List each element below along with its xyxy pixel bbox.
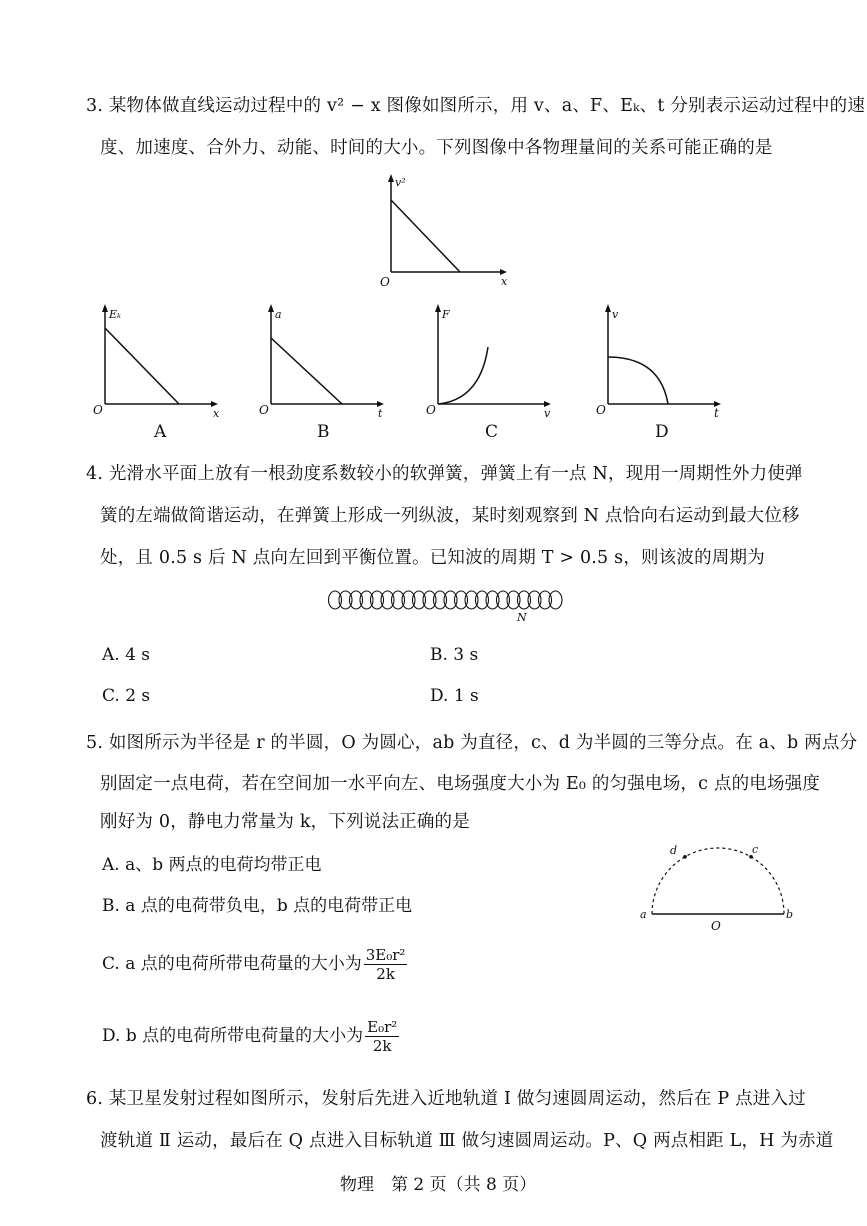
a-t-line: [271, 338, 342, 404]
graph-d: [596, 302, 735, 422]
graph-d-caption: D: [655, 422, 669, 442]
graph-b-caption: B: [317, 422, 330, 442]
label-c: c: [752, 843, 759, 856]
graph-a-y-label: Eₖ: [109, 308, 122, 321]
spring-point-n-label: N: [517, 611, 527, 624]
q4-option-b[interactable]: B. 3 s: [430, 645, 479, 665]
v2-x-line: [391, 200, 460, 272]
graph-a-caption: A: [154, 422, 167, 442]
graph-d-x-label: t: [714, 406, 719, 420]
graph-c-x-label: v: [544, 407, 551, 420]
q5-option-b[interactable]: B. a 点的电荷带负电，b 点的电荷带正电: [102, 896, 413, 916]
q5-option-d-text: D. b 点的电荷所带电荷量的大小为: [102, 1026, 364, 1046]
q5-option-c-text: C. a 点的电荷所带电荷量的大小为: [102, 954, 362, 974]
main-x-label: x: [501, 275, 508, 288]
q5-option-d-numerator: E₀r²: [367, 1018, 398, 1036]
q6-stem-line1: 6. 某卫星发射过程如图所示，发射后先进入近地轨道 Ⅰ 做匀速圆周运动，然后在 P 点进入过: [86, 1089, 806, 1109]
q5-option-d-fraction: [365, 1018, 399, 1055]
graph-d-origin: O: [596, 403, 606, 417]
label-o: O: [711, 919, 721, 933]
label-a: a: [640, 908, 647, 921]
main-origin: O: [380, 275, 390, 289]
q4-option-d[interactable]: D. 1 s: [430, 686, 479, 706]
label-b: b: [786, 908, 794, 921]
q4-stem-line3: 处，且 0.5 s 后 N 点向左回到平衡位置。已知波的周期 T > 0.5 s，则该波的周期为: [100, 548, 765, 568]
main-y-label: v²: [395, 176, 406, 189]
q5-option-d[interactable]: [102, 1018, 399, 1055]
q5-stem-line1: 5. 如图所示为半径是 r 的半圆，O 为圆心，ab 为直径，c、d 为半圆的三等分点。在 a、b 两点分: [86, 733, 858, 753]
semicircle-diagram: [638, 842, 798, 932]
graph-b: [259, 302, 397, 422]
graph-a-x-label: x: [213, 407, 220, 420]
q4-stem-line2: 簧的左端做简谐运动，在弹簧上形成一列纵波，某时刻观察到 N 点恰向右运动到最大位移: [100, 506, 800, 526]
q5-option-c-fraction: [364, 946, 408, 983]
q4-stem-line1: 4. 光滑水平面上放有一根劲度系数较小的软弹簧，弹簧上有一点 N，现用一周期性外力使弹: [86, 464, 803, 484]
q5-option-a[interactable]: A. a、b 两点的电荷均带正电: [102, 855, 322, 875]
q3-stem-line1: 3. 某物体做直线运动过程中的 v² − x 图像如图所示，用 v、a、F、Eₖ、t 分别表示运动过程中的速: [86, 96, 866, 116]
point-d: [683, 855, 687, 859]
v-t-curve: [608, 357, 668, 404]
graph-b-y-label: a: [275, 308, 282, 321]
q5-option-c-numerator: 3E₀r²: [365, 946, 406, 964]
q5-option-c[interactable]: [102, 946, 407, 983]
label-d: d: [670, 844, 678, 857]
f-v-curve: [438, 347, 488, 404]
ek-x-line: [105, 328, 179, 404]
q5-stem-line2: 别固定一点电荷，若在空间加一水平向左、电场强度大小为 E₀ 的匀强电场，c 点的电场强度: [100, 774, 821, 794]
y-axis-arrow: [388, 174, 394, 182]
graph-a-origin: O: [93, 403, 103, 417]
q4-option-a[interactable]: A. 4 s: [102, 645, 151, 665]
graph-c-y-label: F: [442, 308, 450, 321]
graph-c-origin: O: [426, 403, 436, 417]
q5-option-d-denominator: 2k: [372, 1037, 392, 1055]
q4-option-c[interactable]: C. 2 s: [102, 686, 151, 706]
semicircle-arc: [652, 848, 784, 914]
q5-stem-line3: 刚好为 0，静电力常量为 k，下列说法正确的是: [100, 812, 470, 832]
q3-stem-line2: 度、加速度、合外力、动能、时间的大小。下列图像中各物理量间的关系可能正确的是: [100, 138, 773, 158]
q6-stem-line2: 渡轨道 Ⅱ 运动，最后在 Q 点进入目标轨道 Ⅲ 做匀速圆周运动。P、Q 两点相距 L，H 为赤道: [100, 1131, 834, 1151]
page-footer: 物理 第 2 页（共 8 页）: [340, 1175, 537, 1195]
graph-b-x-label: t: [378, 407, 383, 420]
graph-d-y-label: v: [612, 308, 619, 321]
graph-c: [426, 302, 565, 422]
graph-b-origin: O: [259, 403, 269, 417]
q3-main-graph: [370, 172, 520, 292]
graph-c-caption: C: [485, 422, 499, 442]
graph-a: [93, 302, 228, 422]
q5-option-c-denominator: 2k: [376, 965, 395, 983]
spring-diagram: [320, 582, 570, 627]
